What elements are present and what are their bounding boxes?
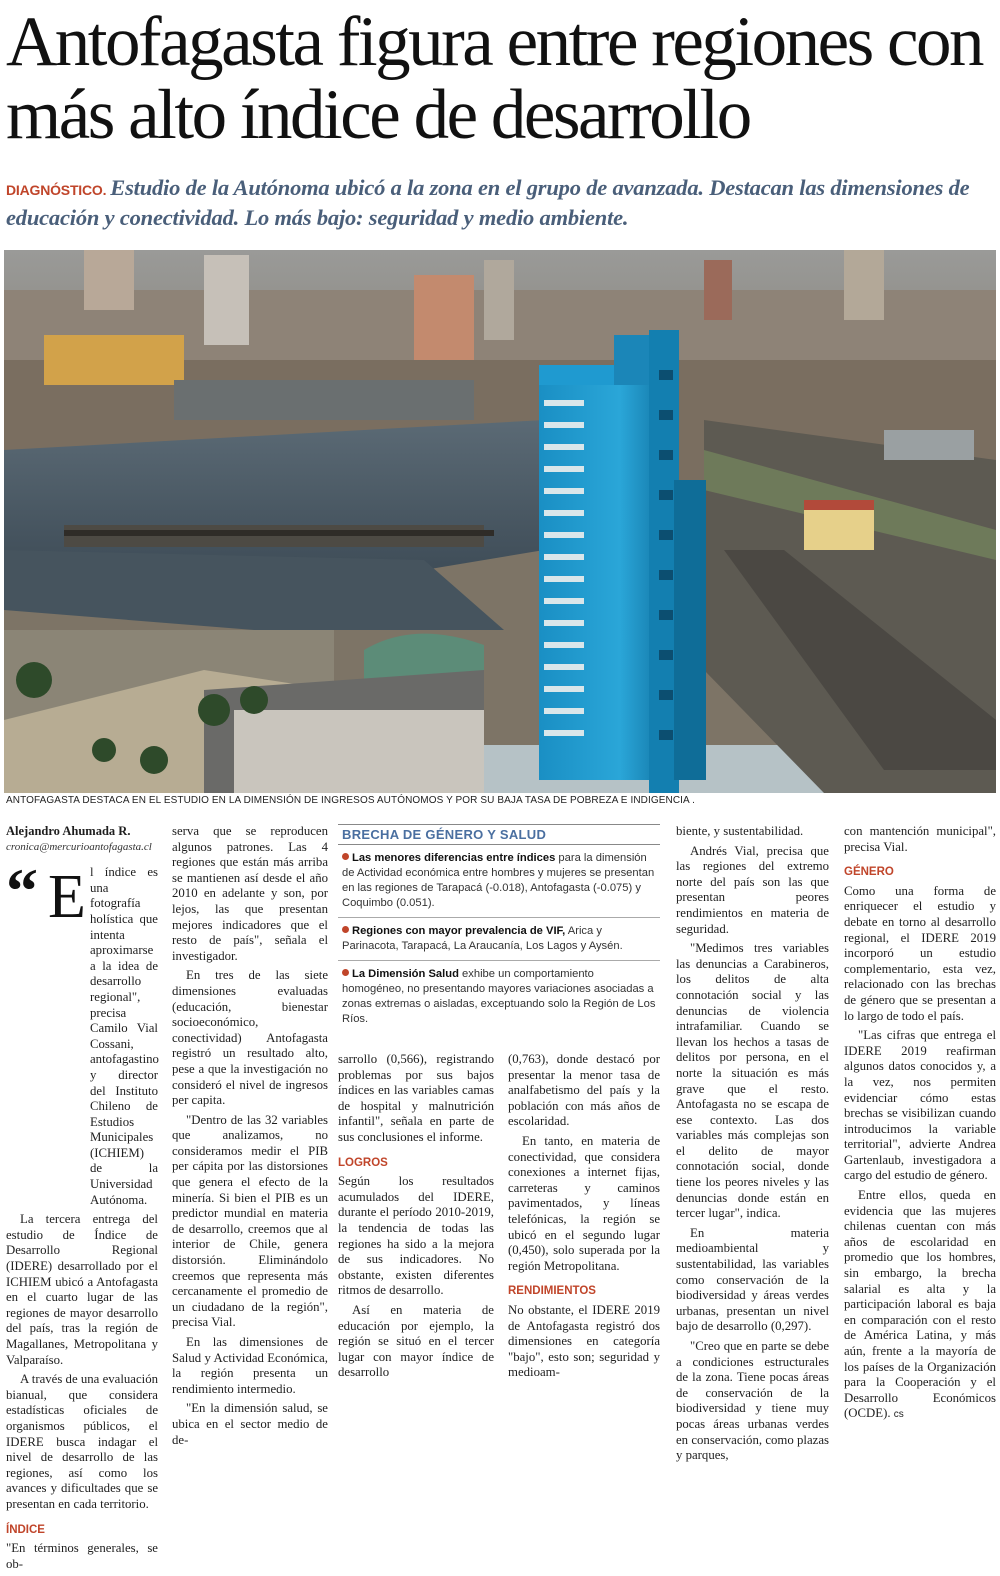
bullet-icon — [342, 969, 349, 976]
paragraph: No obstante, el IDERE 2019 de Antofagasta registró dos dimensiones en categoría "bajo", esto son; seguridad y medioam- — [508, 1302, 660, 1380]
paragraph-text: Entre ellos, queda en evidencia que las mujeres chilenas cuentan con más años de escolaridad en promedio que los hombres, sin embargo, la brecha salarial es alta y la participación laboral es baja en comparación con el resto de América Latina, y más aún, frente a la mayoría de los países de la Organización para la Cooperación y el Desarrollo Económicos (OCDE). — [844, 1188, 996, 1421]
subheading-indice: ÍNDICE — [6, 1523, 45, 1536]
paragraph: "Las cifras que entrega el IDERE 2019 reafirman algunos datos conocidos y, a la vez, nos permiten evidenciar cómo estas brechas se visibilizan cuando introducimos la variable territorial", advierte Andrea Gartenlaub, investigadora a cargo del estudio de género. — [844, 1028, 996, 1183]
paragraph: Así en materia de educación por ejemplo, la región se situó en el tercer lugar con mayor índice de desarrollo — [338, 1302, 494, 1380]
box-item-lead: Regiones con mayor prevalencia de VIF, — [352, 925, 566, 937]
deck-kicker: DIAGNÓSTICO. — [6, 182, 107, 198]
quote-mark: “ — [6, 855, 38, 927]
paragraph: con mantención municipal", precisa Vial. — [844, 824, 996, 854]
box-item — [338, 961, 660, 1033]
box-item-text: para la dimensión de Actividad económica entre hombres y mujeres se presentan en las regiones de Tarapacá (-0.018), Antofagasta (-0.075) y Coquimbo (0.051). — [342, 852, 655, 909]
paragraph: En tanto, en materia de conectividad, que considera conexiones a internet fijas, carreteras y caminos pavimentados, y líneas telefónicas, la región se ubicó en el segundo lugar (0,450), solo superada por la región Metropolitana. — [508, 1133, 660, 1273]
paragraph: "Dentro de las 32 variables que analizamos, no consideramos medir el PIB per cápita por las distorsiones que genera el efecto de la minería. Si bien el PIB es un predictor mundial en materia de desarrollo, creemos que al interior de Chile, genera distorsión. Eliminándolo creemos que representa más cercanamente el promedio de un ciudadano de la región", precisa Vial. — [172, 1112, 328, 1330]
paragraph: La tercera entrega del estudio de Índice de Desarrollo Regional (IDERE) desarrollado por el ICHIEM ubicó a Antofagasta en el cuarto lugar de las regiones de mayor desarrollo del país, tras la región de Magallanes, Metropolitana y Valparaíso. — [6, 1212, 158, 1367]
paragraph: (0,763), donde destacó por presentar la menor tasa de analfabetismo del país y la población con más años de escolaridad. — [508, 1052, 660, 1129]
paragraph: En materia medioambiental y sustentabilidad, las variables como conservación de la biodiversidad y áreas verdes urbanas, presentan un nivel bajo de desarrollo (0,297). — [676, 1225, 829, 1334]
box-item-lead: La Dimensión Salud — [352, 968, 459, 980]
box-item-text: exhibe un comportamiento homogéneo, no presentando mayores variaciones asociadas a zonas extremas o aisladas, exceptuando solo la Región de Los Ríos. — [342, 968, 656, 1025]
deck-text: Estudio de la Autónoma ubicó a la zona en el grupo de avanzada. Destacan las dimensiones de educación y conectividad. Lo más bajo: seguridad y medio ambiente. — [6, 175, 970, 230]
byline-email: cronica@mercurioantofagasta.cl — [6, 840, 152, 853]
paragraph: serva que se reproducen algunos patrones. Las 4 regiones que están más arriba se mantienen así desde el año 2010 en adelante y son, por lejos, las que presentan mejores indicadores que el resto de país", señala el investigador. — [172, 824, 328, 963]
paragraph: Andrés Vial, precisa que las regiones del extremo norte del país son las que presentan peores rendimientos en materia de seguridad. — [676, 843, 829, 936]
bullet-icon — [342, 853, 349, 860]
paragraph: "Medimos tres variables las denuncias a Carabineros, los delitos de alta connotación social y las denuncias de violencia intrafamiliar. Cuando se llevan los hechos a tasas de delitos por persona, en el norte la situación es más grave que el resto. Antofagasta no se escapa de ese contexto. Las dos variables más complejas son el delito de mayor connotación social, donde tiene los peores niveles y las denuncias donde están en tercer lugar", indica. — [676, 941, 829, 1221]
paragraph: biente, y sustentabilidad. — [676, 824, 804, 838]
main-photo — [4, 250, 996, 793]
antofagasta-city-photo — [4, 250, 996, 793]
subheading-genero: GÉNERO — [844, 866, 894, 879]
paragraph — [844, 1188, 996, 1423]
column-4 — [508, 1052, 660, 1385]
paragraph: "En términos generales, se ob- — [6, 1541, 158, 1571]
column-2 — [172, 824, 328, 1452]
paragraph: En tres de las siete dimensiones evaluadas (educación, bienestar socioeconómico, conectividad) Antofagasta registró un resultado alto, pese a que la investigación no consideró el nivel de ingresos per capita. — [172, 968, 328, 1108]
box-title: BRECHA DE GÉNERO Y SALUD — [338, 824, 660, 845]
paragraph: sarrollo (0,566), registrando problemas por sus bajos índices en las variables camas de hospital y malnutrición infantil", señala en parte de sus conclusiones el informe. — [338, 1052, 494, 1144]
column-3 — [338, 1052, 494, 1385]
box-item — [338, 845, 660, 918]
headline: Antofagasta figura entre regiones con más alto índice de desarrollo — [6, 3, 983, 154]
column-6 — [844, 824, 996, 1427]
box-item — [338, 918, 660, 961]
paragraph: Como una forma de enriquecer el estudio y debate en torno al desarrollo regional, el IDERE 2019 incorporó un estudio complementario, esta vez, relacionado con las brechas de género que se presentan a lo largo de todo el país. — [844, 883, 996, 1023]
photo-caption: ANTOFAGASTA DESTACA EN EL ESTUDIO EN LA DIMENSIÓN DE INGRESOS AUTÓNOMOS Y POR SU BAJA TASA DE POBREZA E INDIGENCIA . — [6, 795, 695, 806]
box-item-lead: Las menores diferencias entre índices — [352, 852, 556, 864]
paragraph: "En la dimensión salud, se ubica en el sector medio de de- — [172, 1401, 328, 1447]
byline-author: Alejandro Ahumada R. — [6, 824, 131, 838]
paragraph: A través de una evaluación bianual, que considera estadísticas oficiales de organismos públicos, el IDERE busca indagar el nivel de desarrollo de las regiones, así como los avances y dificultades que se presentan en cada territorio. — [6, 1372, 158, 1511]
column-5 — [676, 824, 829, 1468]
deck — [6, 174, 996, 231]
box-item-text: Arica y Parinacota, Tarapacá, La Araucanía, Los Lagos y Aysén. — [342, 925, 623, 952]
sidebar-box — [338, 824, 660, 1040]
subheading-rendimientos: RENDIMIENTOS — [508, 1285, 596, 1298]
bullet-icon — [342, 926, 349, 933]
paragraph: "Creo que en parte se debe a condiciones estructurales de la zona. Tiene pocas áreas de conservación de la biodiversidad y tiene muy pocas áreas urbanas verdes en conservación, como plazas y parques, — [676, 1339, 829, 1463]
paragraph-text: l índice es una fotografía holística que intenta aproximarse a la idea de desarrollo regional", precisa Camilo Vial Cossani, antofagastino y director del Instituto Chileno de Estudios Municipales (ICHIEM) de la Universidad Autónoma. — [90, 865, 159, 1207]
column-1 — [6, 824, 158, 1576]
subheading-logros: LOGROS — [338, 1156, 388, 1169]
drop-cap: E — [48, 863, 86, 932]
paragraph: En las dimensiones de Salud y Actividad Económica, la región presenta un rendimiento intermedio. — [172, 1335, 328, 1396]
paragraph: Según los resultados acumulados del IDERE, durante el período 2010-2019, la tendencia de todas las regiones ha sido a la mejora de sus indicadores. No obstante, existen diferentes ritmos de desarrollo. — [338, 1174, 494, 1298]
end-mark-icon: cs — [893, 1409, 904, 1421]
lead-paragraph — [6, 855, 159, 1208]
